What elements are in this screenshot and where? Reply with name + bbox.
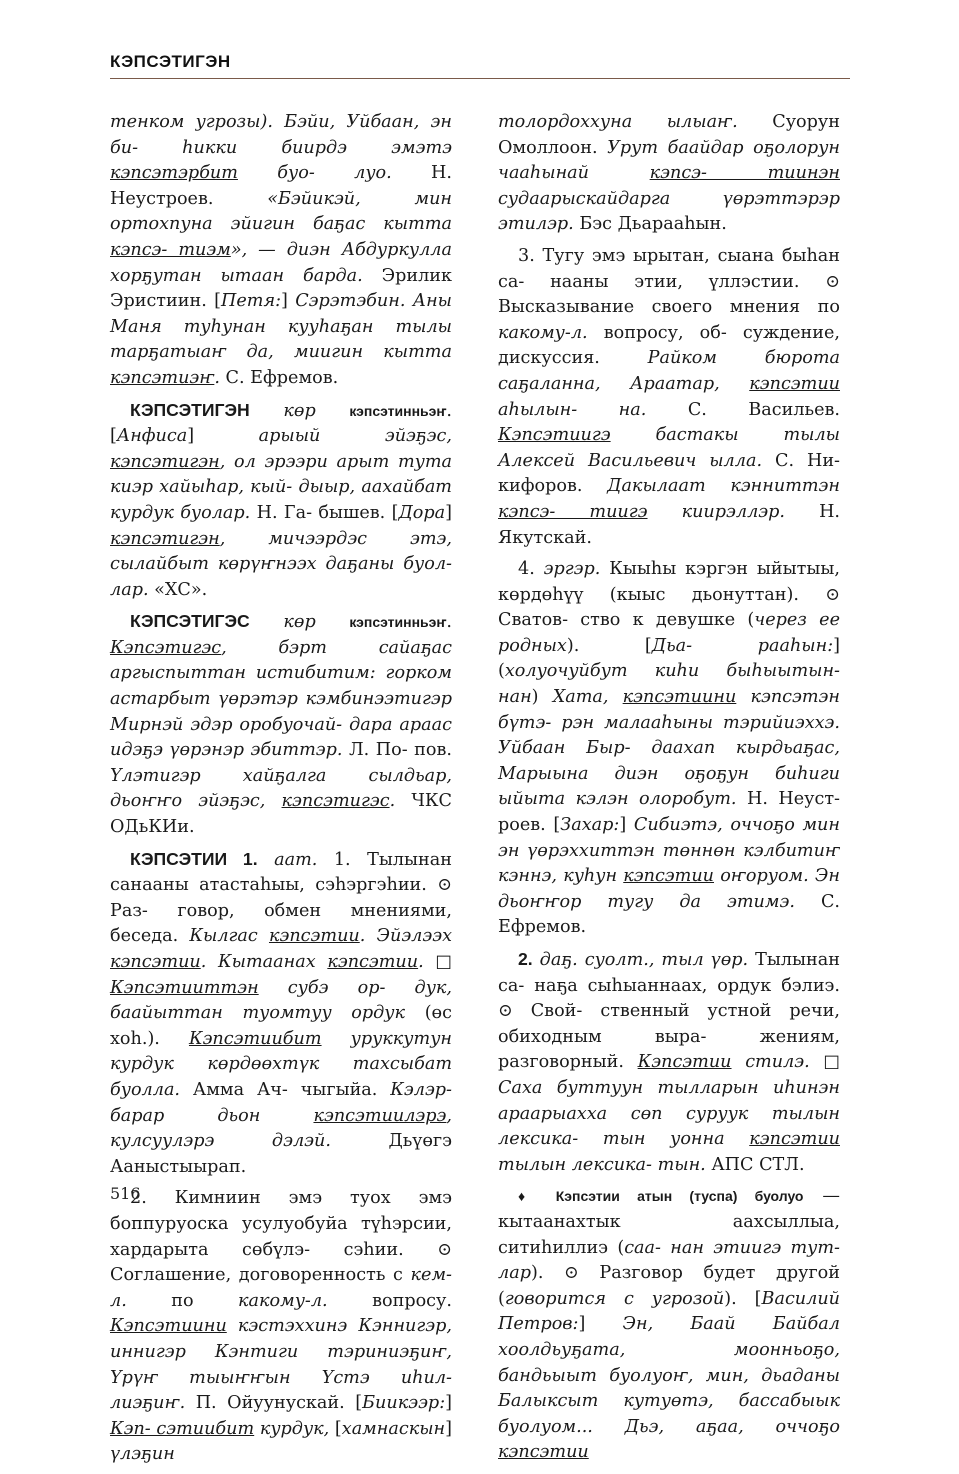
text-run: говорится с угрозой xyxy=(504,1288,725,1309)
running-header xyxy=(110,52,850,82)
text-run: Дьүөгэ Ааныстыырап. xyxy=(110,1131,452,1177)
entry-paragraph xyxy=(498,110,840,238)
text-run: даҕ. суолт., тыл үөр. xyxy=(532,950,749,970)
text-run: Н. Неустроев. xyxy=(110,163,452,209)
text-run: буо- луо. xyxy=(237,163,392,184)
text-run: кэпсэтинньэҥ xyxy=(349,402,447,419)
text-run: . xyxy=(389,791,396,812)
text-run: вопросу, об- суждение, дискуссия. xyxy=(498,322,840,369)
text-run: Петя: xyxy=(221,291,282,312)
text-run: субэ ор- дук, баайыттан туомтуу ордук xyxy=(110,977,452,1024)
text-run: С. Васильев. xyxy=(646,399,841,420)
text-run: какому-л. xyxy=(238,1290,328,1311)
text-run: 1. Тылынан санааны атастаһыы, сэһэргэһии. ⊙ Раз- говор, обмен мнениями, беседа. xyxy=(110,849,452,947)
text-run: эргэр. xyxy=(543,559,601,580)
text-run: 3. Тугу эмэ ырытан, сыана быһан са- нааны этии, үллэстии. ⊙ Высказывание своего мнения по xyxy=(498,245,840,318)
example-keyword: кэпсэтигэн xyxy=(110,451,220,472)
header-title: КЭПСЭТИГЭН xyxy=(110,52,231,71)
example-keyword: кэпсэтии xyxy=(327,952,419,972)
example-keyword: кэпсэтии xyxy=(498,1442,589,1463)
text-run: по xyxy=(126,1290,239,1311)
example-keyword: Кэпсэтигэс xyxy=(110,637,222,658)
example-keyword: кэпсэтии xyxy=(749,373,840,394)
text-run: «ХС». xyxy=(148,579,208,600)
text-run: кэстэххинэ Кэннигэр, иннигэр Кэнтиги тэриниэҕиҥ, Үрүҥ тыыҥҥын Үстэ иһил- лиэҕиҥ. xyxy=(110,1316,452,1414)
text-run: [ xyxy=(334,1418,342,1439)
text-run: 4. xyxy=(518,559,544,580)
page-number: 516 xyxy=(110,1184,141,1203)
text-run: Сибиэтэ, оччоҕо мин эн үөрэххиттэн төннөн кэлбитиҥ кэннэ, куһун xyxy=(498,815,840,887)
text-run: судаарыскайдарга үөрэттэрэр этилэр. xyxy=(498,188,840,235)
text-run: арыый эйэҕэс, xyxy=(258,426,452,447)
entry-paragraph xyxy=(498,244,840,551)
text-run: бастакы тылы Алексей Васильевич ылла. xyxy=(498,425,840,471)
text-run: Дора xyxy=(398,502,446,523)
example-keyword: кэпсэтиэҥ xyxy=(110,367,215,388)
text-run: какому-л. xyxy=(498,322,588,343)
text-run: үлэҕин xyxy=(110,1444,175,1465)
text-run: кэпсэтэн бүтэ- рэн малааһыны тэрийиэххэ. Уйбаан Быр- даахап кырдьаҕас, Марыына диэн оҕоҕун биһиги ыйыта кэлэн олоробут. xyxy=(498,687,840,810)
text-run: . [ xyxy=(110,400,452,447)
example-keyword: кэпсэтиилэрэ xyxy=(313,1105,447,1126)
text-run: Сэрэтэбин. Аны Маня туһунан кууһаҕан тылы тарҕатыаҥ да, миигин кытта xyxy=(110,291,452,363)
text-run: . xyxy=(214,367,220,388)
text-run: С. Ни- кифоров. xyxy=(498,450,840,497)
example-keyword: кэпсэтии xyxy=(110,952,201,972)
text-run: АПС СТЛ. xyxy=(705,1154,805,1175)
example-keyword: кэпсэтигэн xyxy=(110,528,220,549)
example-keyword: кэпсэтии xyxy=(749,1129,840,1150)
text-run: ). ⊙ Разговор будет другой ( xyxy=(498,1263,840,1309)
example-keyword: кэпсэтэрбит xyxy=(110,163,238,184)
text-run: Эрилик Эристиин. [ xyxy=(110,265,452,312)
headword: КЭПСЭТИГЭС xyxy=(130,611,250,632)
text-run: Л. По- пов. xyxy=(342,740,452,761)
text-run: ] xyxy=(445,1393,452,1414)
text-run: . xyxy=(446,612,452,633)
text-run: аат. xyxy=(257,849,318,870)
text-run: С. Ефремов. xyxy=(219,367,339,388)
text-run: □ xyxy=(809,1052,841,1073)
text-run: , мичээрдэс этэ, сылайбыт көрүҥнээх даҕаны буол- лар. xyxy=(110,528,452,600)
text-run: хамнаскын xyxy=(341,1418,446,1439)
text-run: Тылынан са- наҕа сыһыаннаах, ордук бэлиэ. ⊙ Свой- ственный устной речи, обиходным выра- жениям, разговорный. xyxy=(498,950,840,1073)
text-run: Захар: xyxy=(560,815,620,836)
text-run: «Бэйикэй, мин ортохпуна эйигин баҕас кытта xyxy=(110,188,452,235)
right-column xyxy=(498,110,840,1472)
text-run: аһылын- на. xyxy=(498,399,647,420)
example-keyword: кэпсэтиини xyxy=(622,687,737,708)
text-run: көр xyxy=(249,400,350,421)
text-run: ] xyxy=(578,1314,623,1335)
text-run: ] xyxy=(281,291,296,312)
left-column xyxy=(110,110,452,1474)
text-run: , бэрт сайаҕас аргыспыттан истибитим: горком астарбыт үөрэтэр кэмбинээтигэр Мирнэй эдэр оробуочай- дара араас идэҕэ үөрэнэр эбиттэр. xyxy=(110,637,452,761)
text-run: стилэ. xyxy=(731,1052,810,1073)
example-keyword: кэпсэтии xyxy=(623,866,714,887)
text-run: С. Ефремов. xyxy=(498,891,840,938)
text-run: тылын лексика- тын. xyxy=(498,1154,706,1175)
text-run: Кэлэр-барар дьон xyxy=(110,1079,452,1126)
text-run: через ее родных xyxy=(498,610,840,656)
text-run: көр xyxy=(249,612,350,633)
text-run: ] xyxy=(445,1418,452,1439)
text-run: П. Ойуунускай. [ xyxy=(185,1393,363,1414)
example-keyword: кэпсэ- тиинэн xyxy=(649,163,840,184)
text-run: курдук, xyxy=(254,1418,335,1439)
text-run: Эн, Баай Байбал хоолдьуҕата, моонньоҕо, бандьыыт буолуоҥ, мин, дьаданы Балыксыт кутуөтэ, бассабыык буолуом... Дьэ, аҕаа, оччоҕо xyxy=(498,1314,840,1437)
text-run: Амма Ач- чыгыйа. xyxy=(180,1079,391,1100)
text-run: Анфиса xyxy=(116,426,188,447)
text-run: уруккутун курдук көрдөөхтүк тахсыбат буолла. xyxy=(110,1028,452,1100)
text-run: (өс хоһ.). xyxy=(110,1003,453,1049)
text-run: — кытаанахтык аахсыллыа, ситиһиллиэ ( xyxy=(498,1186,840,1258)
text-run: толордоххуна ылыаҥ. xyxy=(498,112,738,132)
headword: КЭПСЭТИИ 1. xyxy=(130,848,258,869)
example-keyword: кэпсэ- тиэм xyxy=(110,239,231,260)
text-run: кем-л. xyxy=(110,1265,452,1311)
text-run: . Эйэлээх xyxy=(359,926,453,947)
text-run: ЧКС ОДьКИи. xyxy=(110,791,452,838)
text-run: Василий Петров: xyxy=(498,1288,840,1335)
text-run: . Кытаанах xyxy=(200,952,328,972)
text-run: Бэс Дьарааһын. xyxy=(573,214,727,235)
entry-paragraph xyxy=(110,609,452,840)
text-run: вопросу. xyxy=(327,1290,452,1311)
headword: 2. xyxy=(518,949,533,969)
text-run: тенком угрозы). Бэйи, Уйбаан, эн би- hикки биирдэ эмэтэ xyxy=(110,112,452,158)
text-run: холуочуйбут киһи быһыытын- нан xyxy=(498,661,840,708)
example-keyword: кэпсэтигэс xyxy=(281,791,390,812)
text-run: □ xyxy=(423,952,453,972)
text-run: Урут баайдар оҕолорун чааһынай xyxy=(498,137,840,184)
text-run: Саха буттуун тылларын иһинэн араарыахха сөп суруук тылын лексика- тын уонна xyxy=(498,1077,840,1150)
text-run: ] xyxy=(445,502,452,523)
example-keyword: Кэпсэтии xyxy=(637,1052,732,1073)
text-run: ). [ xyxy=(724,1288,762,1309)
text-run: оҥоруом. Эн дьоҥҥор тугу да этимэ. xyxy=(498,866,840,912)
entry-paragraph xyxy=(110,110,452,392)
headword: КЭПСЭТИГЭН xyxy=(130,399,250,420)
example-keyword: Кэпсэтиибит xyxy=(188,1028,322,1049)
text-run: Кылгас xyxy=(189,926,269,947)
text-run: , ол эрээри арыт тута киэр хайыһар, кый- дыыр, аахайбат курдук буолар. xyxy=(110,451,452,523)
text-run: саа- нан этиигэ тут-лар xyxy=(498,1237,840,1284)
text-run: ] xyxy=(619,815,634,836)
example-keyword: Кэпсэтиигэ xyxy=(498,425,611,446)
entry-paragraph xyxy=(498,1184,840,1466)
text-run: ] xyxy=(187,426,259,447)
text-run: ♦ Кэпсэтии атын (туспа) буолуо xyxy=(518,1188,804,1205)
example-keyword: Кэпсэтииттэн xyxy=(110,977,259,998)
example-keyword: кэпсэтии xyxy=(268,926,360,947)
text-run: Дакылаат кэнниттэн xyxy=(607,476,841,497)
entry-paragraph xyxy=(498,557,840,941)
text-run: 2. Кимниин эмэ туох эмэ боппуруоска усулуобуйа түһэрсии, хардарыта сөбүлэ- сэһии. ⊙ Соглашение, договоренность с xyxy=(110,1188,452,1286)
text-run: Н. Неуст- роев. [ xyxy=(498,789,840,836)
text-run: Н. Якутскай. xyxy=(498,501,841,548)
text-run: Хата, xyxy=(552,687,623,708)
text-run: Кыыһы кэргэн ыйытыы, көрдөһүү (кыыс дьонуттан). ⊙ Сватов- ство к девушке ( xyxy=(498,559,840,631)
text-run: . xyxy=(418,952,424,972)
entry-paragraph xyxy=(110,847,452,1181)
example-keyword: Кэпсэтиини xyxy=(110,1316,227,1337)
text-run: , кулсуулэрэ дэлэй. xyxy=(110,1105,452,1152)
text-run: Райком бюрота саҕаланна, Араатар, xyxy=(498,348,840,394)
text-run: ). [ xyxy=(566,635,652,656)
text-run: ) xyxy=(531,687,553,708)
text-run: », — диэн Абдуркулла хорҕутан ытаан барда. xyxy=(110,239,452,286)
text-run: кэпсэтинньэҥ xyxy=(349,614,447,631)
text-run: киирэллэр. xyxy=(647,501,785,522)
text-run: Биикээр: xyxy=(362,1393,446,1414)
text-run: Н. Га- бышев. [ xyxy=(250,502,399,523)
header-rule xyxy=(110,78,850,79)
entry-paragraph xyxy=(498,947,840,1178)
text-run: Дьа- рааһын: xyxy=(651,635,834,656)
text-run: Үлэтигэр хайҕалга сылдьар, дьоҥҥо эйэҕэс, xyxy=(110,765,452,812)
text-run: ] ( xyxy=(498,635,840,682)
example-keyword: Кэп- сэтиибит xyxy=(110,1418,255,1439)
text-run: Суорун Омоллоон. xyxy=(498,112,840,158)
entry-paragraph xyxy=(110,1186,452,1468)
example-keyword: кэпсэ- тиигэ xyxy=(498,501,648,522)
entry-paragraph xyxy=(110,398,452,604)
